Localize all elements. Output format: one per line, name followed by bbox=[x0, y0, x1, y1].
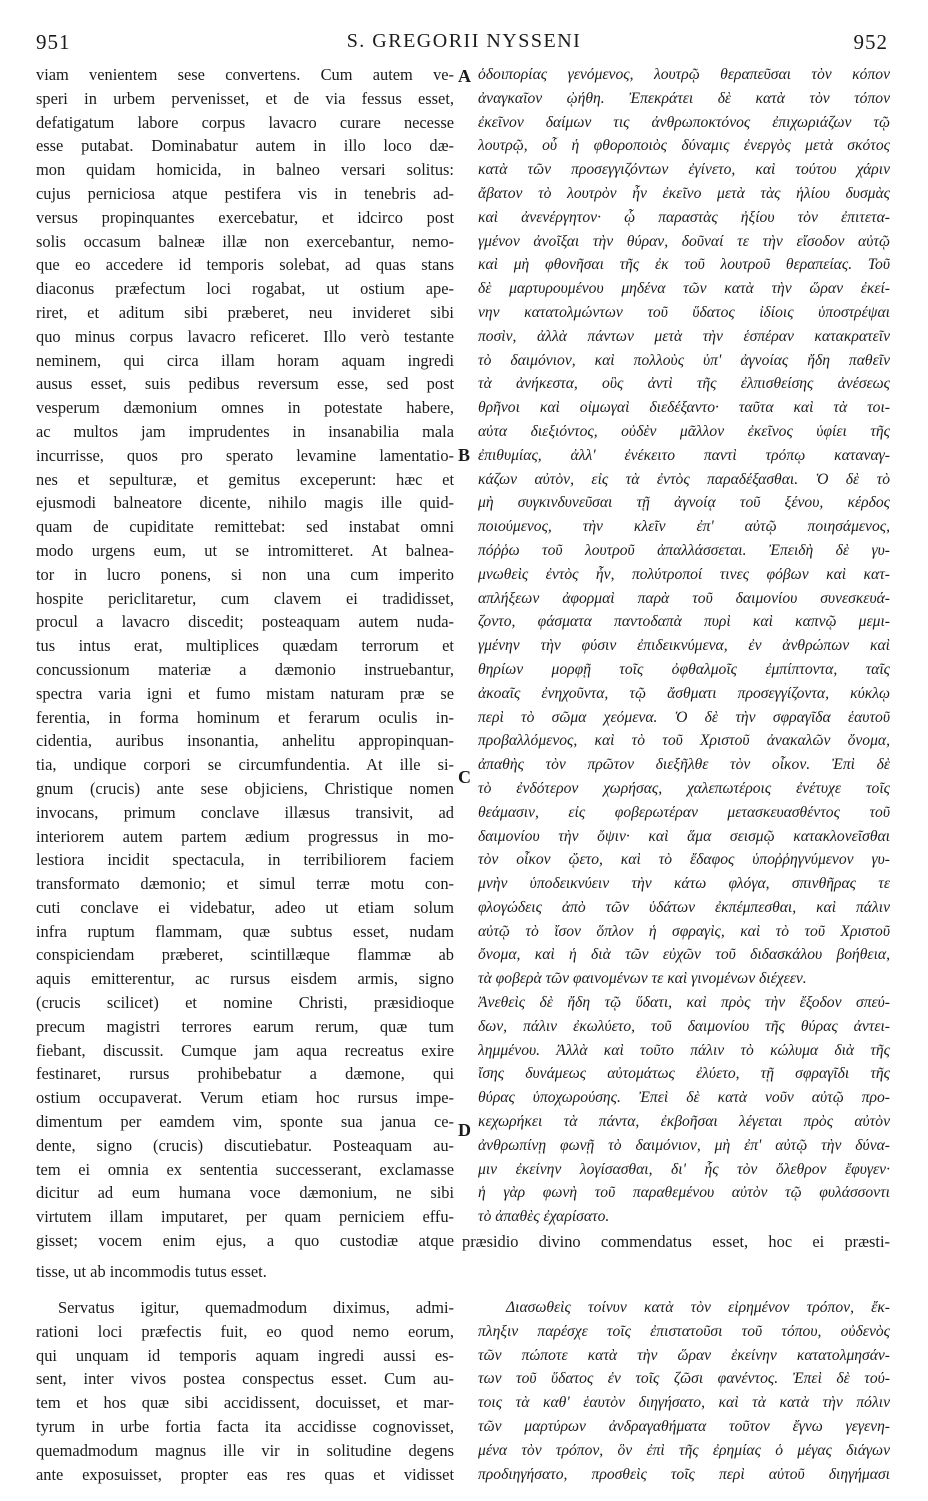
greek-column bbox=[478, 63, 890, 1229]
margin-marker-d: D bbox=[458, 1120, 471, 1140]
text-line: τὸν οἶκον ᾤετο, καὶ τὸ ἔδαφος ὑποῤῥηγνύμενον γυ- bbox=[478, 851, 890, 869]
text-line: vesperum dæmonium omnes in potestate habere, bbox=[36, 398, 454, 418]
text-line: πόῤῥω τοῦ λουτροῦ ἀπαλλάσσεται. Ἐπειδὴ δὲ γυ- bbox=[478, 541, 890, 559]
text-line: των τοῦ ὕδατος ἐν τοῖς ζῶσι φανέντος. Ἐπεὶ δὲ τού- bbox=[478, 1370, 890, 1388]
page-number-right: 952 bbox=[853, 30, 888, 54]
page-number-left: 951 bbox=[36, 30, 71, 54]
text-line: infra ruptum flammam, quæ subtus esset, nudam bbox=[36, 921, 454, 941]
latin-bottom-column bbox=[36, 1262, 454, 1486]
text-line: versus propinquantes exercebatur, et idcirco post bbox=[36, 207, 454, 227]
text-line: τὰ φοβερὰ τῶν φαινομένων τε καὶ γινομένων διέχεεν. bbox=[478, 970, 807, 988]
text-line: invocans, primum conclave illæsus transivit, ad bbox=[36, 802, 454, 822]
text-line: solis occasum balneæ illæ non exercebantur, nemo- bbox=[36, 231, 454, 251]
text-line: καὶ ἀνενέργητον· ᾧ παραστὰς ἠξίου τὸν ἐπιτετα- bbox=[478, 208, 890, 226]
text-line: τὸ δαιμόνιον, καὶ πολλοὺς ὑπ' ἀγνοίας ἤδη παθεῖν bbox=[478, 351, 890, 369]
text-line: concussionum materiæ a dæmonio instruebantur, bbox=[36, 659, 454, 679]
text-line: μένα τὸν τρόπον, ὃν ἐπὶ τῆς ἐρημίας ὁ μέγας διάγων bbox=[478, 1441, 890, 1459]
text-line: ἄβατον τὸ λουτρὸν ἦν ἐκεῖνο μετὰ τὰς ἡλίου δυσμὰς bbox=[478, 184, 890, 202]
text-line: esse putabat. Dominabatur autem in illo loco dæ- bbox=[36, 136, 454, 156]
text-line: gnum (crucis) ante sese objiciens, Christique nomen bbox=[36, 778, 454, 798]
text-line: ἀνθρωπίνῃ φωνῇ τὸ δαιμόνιον, μὴ ἐπ' αὐτῷ τὴν δύνα- bbox=[478, 1136, 890, 1154]
text-line: viam venientem sese convertens. Cum autem ve- bbox=[36, 65, 454, 84]
text-line: μὴ συγκινδυνεῦσαι τῇ ἀγνοίᾳ τοῦ ξένου, κέρδος bbox=[478, 494, 890, 512]
text-line: sent, inter vivos postea conspectus esset. Cum au- bbox=[36, 1369, 454, 1389]
paragraph-gap bbox=[478, 1284, 890, 1296]
text-line: (crucis scilicet) et nomine Christi, præsidioque bbox=[36, 993, 454, 1013]
text-line: spectra varia igni et fumo mistam naturam præ se bbox=[36, 683, 454, 703]
text-line: ἀπαθὴς τὸν πρῶτον διεξῆλθε τὸν οἶκον. Ἐπὶ δὲ bbox=[478, 756, 890, 774]
text-line: tor in lucro ponens, si non una cum imperito bbox=[36, 564, 454, 584]
text-line: ὁδοιπορίας γενόμενος, λουτρῷ θεραπεῦσαι τὸν κόπον bbox=[478, 66, 890, 83]
text-line: αὐτα διεξιόντος, οὐδὲν μᾶλλον ἐκεῖνος ὑφίει τῆς bbox=[478, 422, 890, 440]
text-line: πληξιν παρέσχε τοῖς ἐπιστατοῦσι τοῦ τόπου, οὐδενὸς bbox=[478, 1322, 890, 1340]
text-line: προβαλλόμενος, καὶ τὸ τοῦ Χριστοῦ ἀνακαλῶν ὄνομα, bbox=[478, 732, 890, 750]
text-line: τῶν πώποτε κατὰ τὴν ὥραν ἐκείνην κατατολμησάν- bbox=[478, 1346, 890, 1364]
text-line: quemadmodum magnus ille vir in solitudine degens bbox=[36, 1440, 454, 1460]
text-line: ausus esset, suis pedibus reversum esse, sed post bbox=[36, 374, 454, 394]
text-line: defatigatum labore corpus lavacro curare necesse bbox=[36, 112, 454, 132]
text-line: neminem, qui circa illam horam aquam ingredi bbox=[36, 350, 454, 370]
text-line: dicitur ad eum humana voce dæmonium, ne sibi bbox=[36, 1183, 454, 1203]
text-line: λημμένου. Ἀλλὰ καὶ τοῦτο πάλιν τὸ κώλυμα διὰ τῆς bbox=[478, 1041, 890, 1059]
text-line: Servatus igitur, quemadmodum diximus, admi- bbox=[58, 1298, 454, 1317]
text-line: tia, undique corpori se circumfundentia. At ille si- bbox=[36, 755, 454, 775]
text-line: aquis emitterentur, ac rursus eisdem armis, signo bbox=[36, 969, 454, 989]
text-line: δων, πάλιν ἐκωλύετο, τοῦ δαιμονίου τῆς θύρας ἀντει- bbox=[478, 1017, 890, 1035]
text-line: tisse, ut ab incommodis tutus esset. bbox=[36, 1262, 267, 1281]
text-line: dimentum per eamdem vim, sponte sua janua ce- bbox=[36, 1112, 454, 1132]
text-line: ἐπιθυμίας, ἀλλ' ἐνέκειτο παντὶ τρόπῳ καταναγ- bbox=[478, 446, 890, 464]
text-line: κάζων αὐτὸν, εἰς τὰ ἐντὸς παραδέξασθαι. Ὁ δὲ τὸ bbox=[478, 470, 890, 488]
latin-continuation-line: præsidio divino commendatus esset, hoc ei præsti- bbox=[462, 1232, 890, 1251]
text-line: νην κατατολμώντων τοῦ ὕδατος ἰδίοις ὑποστρέψαι bbox=[478, 303, 890, 321]
text-line: qui unquam id temporis aquam ingredi aussi es- bbox=[36, 1345, 454, 1365]
text-line: ὄνομα, καὶ ἡ διὰ τῶν εὐχῶν τοῦ διδασκάλου βοήθεια, bbox=[478, 946, 890, 964]
margin-marker-b: B bbox=[458, 445, 471, 465]
text-line: ποιούμενος, τὴν κλεῖν ἐπ' αὐτῷ ποιησάμενος, bbox=[478, 518, 890, 536]
text-line: γμένον ἀνοῖξαι τὴν θύραν, δοῦναί τε τὴν εἴσοδον αὐτῷ bbox=[478, 232, 890, 250]
text-line: Διασωθεὶς τοίνυν κατὰ τὸν εἰρημένον τρόπον, ἔκ- bbox=[506, 1299, 890, 1316]
text-line: ποσὶν, ἀλλὰ πάντων μετὰ τὴν ἑσπέραν κατακρατεῖν bbox=[478, 327, 890, 345]
running-title: S. GREGORII NYSSENI bbox=[346, 30, 582, 52]
text-line: δαιμονίου τὴν ὄψιν· καὶ ἅμα σεισμῷ κατακλονεῖσθαι bbox=[478, 827, 890, 845]
text-line: nes et sepulturæ, et gemitus exceperunt: hæc et bbox=[36, 469, 454, 489]
text-line: τὸ ἀπαθὲς ἐχαρίσατο. bbox=[478, 1208, 610, 1226]
text-line: quam de cupiditate remittebat: sed instabat omni bbox=[36, 517, 454, 537]
text-line: ἀκοαῖς ἐνηχοῦντα, τῷ ἄσθματι προσεγγίζοντα, κύκλῳ bbox=[478, 684, 890, 702]
text-line: fiebant, discussit. Cumque jam aqua recreatus exire bbox=[36, 1040, 454, 1060]
text-line: τῶν μαρτύρων ἀνδραγαθήματα τοῦτον ἔγνω γεγενη- bbox=[478, 1417, 890, 1435]
margin-marker-a: A bbox=[458, 66, 471, 86]
text-line: interiorem autem partem ædium progressus in mo- bbox=[36, 826, 454, 846]
text-line: tus intus erat, multiplices quædam terrorum et bbox=[36, 636, 454, 656]
text-line: τοις τὰ καθ' ἑαυτὸν διηγήσατο, καὶ τὰ κατὰ τὴν πόλιν bbox=[478, 1394, 890, 1412]
text-line: ἴσης δυνάμεως αὐτομάτως ἐλύετο, τῇ σφραγῖδι τῆς bbox=[478, 1065, 890, 1083]
text-line: diaconus præfectum loci rogabat, ut ostium ape- bbox=[36, 279, 454, 299]
text-line: προδιηγήσατο, προσθεὶς τοῖς περὶ αὐτοῦ διηγήμασι bbox=[478, 1465, 890, 1483]
text-line: θεάμασιν, εἰς φοβερωτέραν μετασκευασθέντος τοῦ bbox=[478, 803, 890, 821]
text-line: tem et hos quæ sibi accidissent, docuisset, et mar- bbox=[36, 1393, 454, 1413]
text-line: cidentia, auribus insonantia, anhelitu appropinquan- bbox=[36, 731, 454, 751]
text-line: riret, et aditum sibi præberet, neu invideret sibi bbox=[36, 302, 454, 322]
text-line: tem ei omnia ex sententia successerant, exclamasse bbox=[36, 1159, 454, 1179]
text-line: αὐτῷ τὸ ἴσον ὅπλον ἡ σφραγὶς, καὶ τὸ τοῦ Χριστοῦ bbox=[478, 922, 890, 940]
text-line: transformato dæmonio; et simul terræ motu con- bbox=[36, 874, 454, 894]
text-line: Ἀνεθεὶς δὲ ἤδη τῷ ὕδατι, καὶ πρὸς τὴν ἔξοδον σπεύ- bbox=[478, 994, 890, 1012]
text-line: γμένην τὴν φύσιν ἐπιδεικνύμενα, ἐν ἀνθρώπων καὶ bbox=[478, 637, 890, 655]
text-line: que eo accedere id temporis solebat, ad quas stans bbox=[36, 255, 454, 275]
text-line: ἡ γὰρ φωνὴ τοῦ παραθεμένου αὐτὸν τῷ φυλάσσοντι bbox=[478, 1184, 890, 1202]
text-line: θηρίων μορφῇ τοῖς ὀφθαλμοῖς ἐμπίπτοντα, ταῖς bbox=[478, 660, 890, 678]
text-line: δὲ μαρτυρουμένου μηδένα τῶν κατὰ τὴν ὥραν ἐκεί- bbox=[478, 280, 890, 298]
text-line: speri in urbem pervenisset, et de via fessus esset, bbox=[36, 88, 454, 108]
text-line: precum magistri terrores earum rerum, quæ tum bbox=[36, 1016, 454, 1036]
text-line: κεχωρήκει τὰ πάντα, ἐκβοῆσαι λέγεται πρὸς αὐτὸν bbox=[478, 1113, 890, 1131]
text-line: μιν ἐκείνην λογίσασθαι, δι' ἧς τὸν ὄλεθρον ἔφυγεν· bbox=[478, 1160, 890, 1178]
text-line: dente, signo (crucis) discutiebatur. Posteaquam au- bbox=[36, 1135, 454, 1155]
text-line: κατὰ τῶν προσεγγιζόντων ἐγίνετο, καὶ τούτου χάριν bbox=[478, 161, 890, 179]
text-line: hospite periclitaretur, cum clavem ei tradidisset, bbox=[36, 588, 454, 608]
paragraph-gap bbox=[36, 1284, 454, 1296]
text-line: quo minus corpus lavacro reficeret. Illo verò testante bbox=[36, 326, 454, 346]
text-line: conspiciendam præberet, scintillæque flammæ ab bbox=[36, 945, 454, 965]
text-line: rationi loci præfectis fuit, eo quod nemo eorum, bbox=[36, 1321, 454, 1341]
margin-marker-c: C bbox=[458, 767, 471, 787]
text-line: απλήξεων ἀφορμαὶ παρὰ τοῦ δαιμονίου συνεσκευά- bbox=[478, 589, 890, 607]
text-line: modo urgens eum, ut se intromitteret. At balnea- bbox=[36, 540, 454, 560]
text-line: festinaret, rursus prohibebatur a dæmone, qui bbox=[36, 1064, 454, 1084]
text-line: φλογώδεις ἀπὸ τῶν ὑδάτων ἐκπέμπεσθαι, καὶ πάλιν bbox=[478, 898, 890, 916]
text-line: virtutem illam imputaret, per quam perniciem effu- bbox=[36, 1207, 454, 1227]
text-line: procul a lavacro discedit; posteaquam autem nuda- bbox=[36, 612, 454, 632]
text-line: mon quidam homicida, in balneo versari solitus: bbox=[36, 160, 454, 180]
text-line: ante exposuisset, propter eas res quas et vidisset bbox=[36, 1464, 454, 1484]
text-line: cuti conclave ei videbatur, adeo ut etiam solum bbox=[36, 897, 454, 917]
text-line: ἀναγκαῖον ᾠήθη. Ἐπεκράτει δὲ κατὰ τὸν τόπον bbox=[478, 89, 890, 107]
page-header bbox=[0, 30, 928, 60]
text-line: lestiora incidit spectacula, in terribiliorem faciem bbox=[36, 850, 454, 870]
text-line: ζοντο, φάσματα παντοδαπὰ πυρὶ καὶ καπνῷ μεμι- bbox=[478, 613, 890, 631]
text-line: τὸ ἐνδότερον χωρήσας, χαλεπωτέροις ἐνέτυχε τοῖς bbox=[478, 779, 890, 797]
text-line: cujus perniciosa atque pestifera vis in tenebris ad- bbox=[36, 183, 454, 203]
text-line: μνὴν ὑποδεικνύειν τὴν κάτω φλόγα, σπινθῆρας τε bbox=[478, 875, 890, 893]
text-line: περὶ τὸ σῶμα χεόμενα. Ὁ δὲ τὴν σφραγῖδα ἑαυτοῦ bbox=[478, 708, 890, 726]
text-line: ἐκεῖνον δαίμων τις ἀνθρωποκτόνος ἐπιχωριάζων τῷ bbox=[478, 113, 890, 131]
text-line: gisset; vocem enim ejus, a quo custodiæ atque bbox=[36, 1231, 454, 1251]
text-line: καὶ μὴ φθονῆσαι τῆς ἐκ τοῦ λουτροῦ θεραπείας. Τοῦ bbox=[478, 256, 890, 274]
latin-column bbox=[36, 63, 454, 1253]
text-line: λουτρῷ, οὗ ἡ φθοροποιὸς δύναμις ἐνεργὸς μετὰ σκότος bbox=[478, 137, 890, 155]
text-line: θρῆνοι καὶ οἰμωγαὶ διεδέξαντο· ταῦτα καὶ τὰ τοι- bbox=[478, 399, 890, 417]
text-line: ferentia, in forma hominum et ferarum oculis in- bbox=[36, 707, 454, 727]
text-line: ostium occupaverat. Verum etiam hoc rursus impe- bbox=[36, 1088, 454, 1108]
text-line: μνωθεὶς ἐντὸς ἦν, πολύτροποί τινες φόβων καὶ κατ- bbox=[478, 565, 890, 583]
text-line: tyrum in urbe fortia facta ita accidisse cognovisset, bbox=[36, 1416, 454, 1436]
text-line: θύρας ὑποχωρούσης. Ἐπεὶ δὲ κατὰ νοῦν αὐτῷ προ- bbox=[478, 1089, 890, 1107]
text-line: τὰ ἀνήκεστα, οὓς ἀντὶ τῆς ἐλπισθείσης ἀνέσεως bbox=[478, 375, 890, 393]
text-line: incurrisse, quos pro sperato levamine lamentatio- bbox=[36, 445, 454, 465]
text-line: ejusmodi balneatore dicente, nihilo magis ille quid- bbox=[36, 493, 454, 513]
greek-bottom-column bbox=[478, 1284, 890, 1486]
text-line: ac multos jam imprudentes in insanabilia mala bbox=[36, 421, 454, 441]
